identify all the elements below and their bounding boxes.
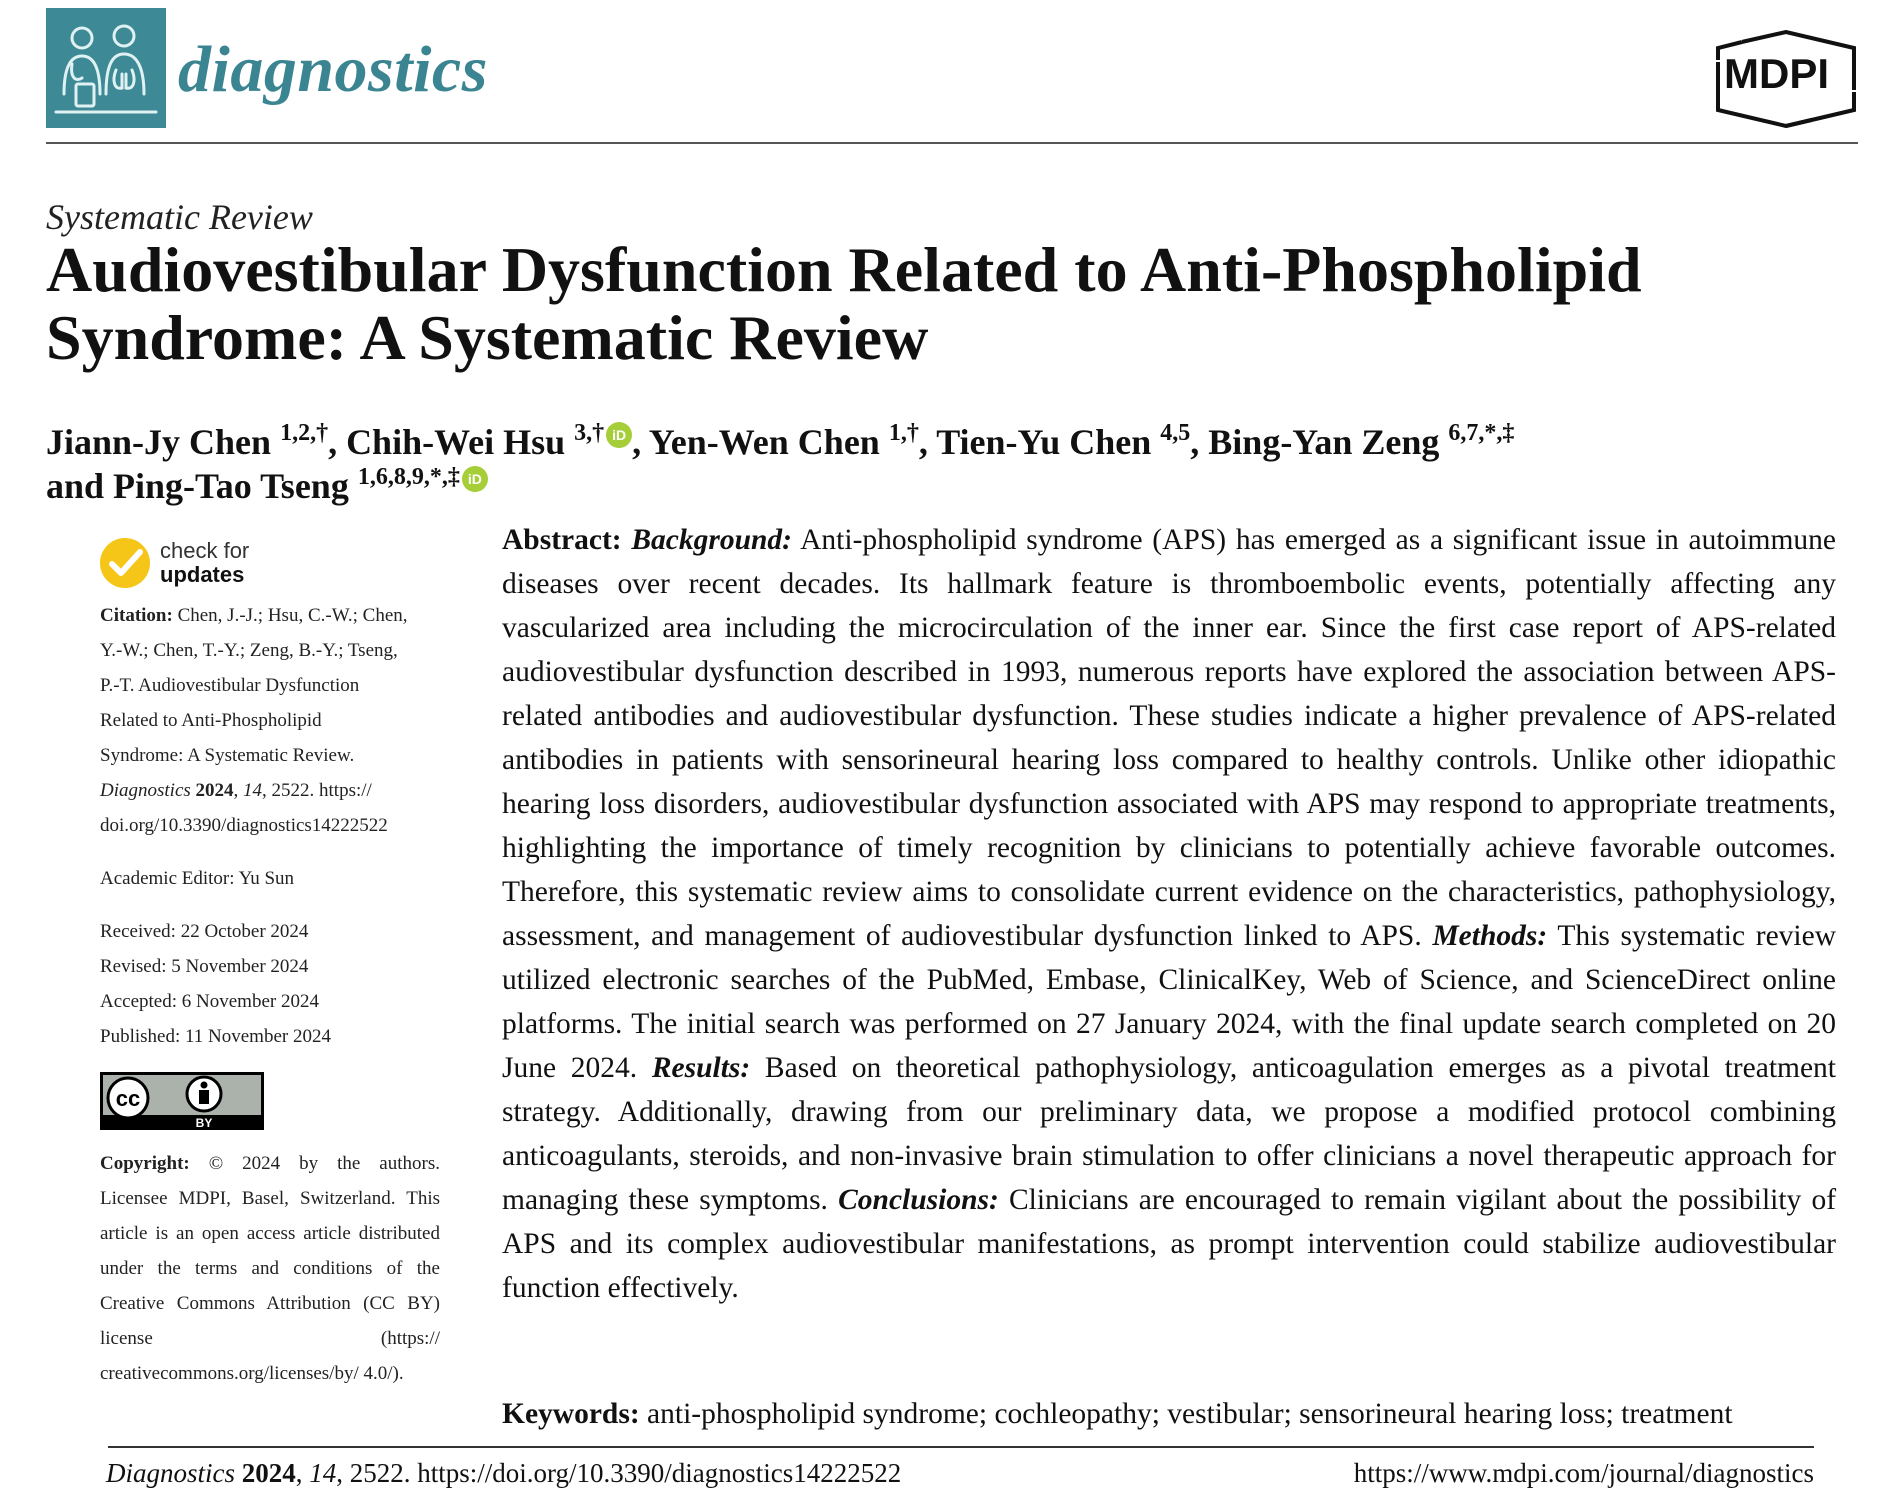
updates-label: updates (160, 562, 245, 587)
keywords-label: Keywords: (502, 1398, 640, 1430)
results-label: Results: (651, 1052, 751, 1084)
svg-text:BY: BY (195, 1116, 213, 1130)
citation-text: Chen, J.-J.; Hsu, C.-W.; Chen, (177, 605, 408, 626)
publication-dates (100, 914, 440, 1054)
copyright-notice (100, 1146, 440, 1391)
article-title: Audiovestibular Dysfunction Related to Anti-Phospholipid Syndrome: A Systematic Review (46, 234, 1642, 373)
copyright-text: © 2024 by the authors. Licensee MDPI, Basel, Switzerland. This article is an open access article distributed under the terms and conditions of the Creative Commons Attribution (CC BY) license (https:// creativecommons.org/licenses/by/ 4.0/). (100, 1153, 440, 1384)
doctors-lungs-icon (46, 8, 166, 128)
keywords (502, 1392, 1862, 1436)
mdpi-logo[interactable] (1712, 30, 1860, 128)
citation-block: Citation: Chen, J.-J.; Hsu, C.-W.; Chen, Y.-W.; Chen, T.-Y.; Zeng, B.-Y.; Tseng, P.-T. Audiovestibular Dysfunction Related to Anti-Phospholipid Syndrome: A Systematic Review. Diagnostics 2024, 14, 2522. https:// doi.org/10.3390/diagnostics14222522 (100, 598, 440, 843)
citation-article-number: 2522 (271, 780, 310, 801)
orcid-icon[interactable]: iD (606, 422, 632, 448)
conclusions-text: Clinicians are encouraged to remain vigilant about the possibility of APS and its complex audiovestibular manifestations, as prompt intervention could stabilize audiovestibular function effectively. (502, 1184, 1837, 1304)
citation-text: Y.-W.; Chen, T.-Y.; Zeng, B.-Y.; Tseng, (100, 640, 398, 661)
journal-name: diagnostics (178, 33, 488, 106)
methods-text: This systematic review utilized electronic searches of the PubMed, Embase, ClinicalKey, Web of Science, and ScienceDirect online platforms. The initial search was performed on 27 January 2024, with the final update search completed on 20 June 2024. (502, 920, 1837, 1084)
mdpi-text: MDPI (1724, 50, 1829, 97)
citation-volume: 14 (243, 780, 263, 801)
citation-year: 2024 (195, 780, 234, 801)
citation-journal: Diagnostics (100, 780, 191, 801)
methods-label: Methods: (1432, 920, 1548, 952)
check-for-updates-button[interactable] (100, 538, 440, 588)
received-date: Received: 22 October 2024 (100, 921, 309, 942)
citation-text: Syndrome: A Systematic Review. (100, 745, 355, 766)
abstract-label: Abstract: (502, 524, 622, 556)
footer-journal-url[interactable]: https://www.mdpi.com/journal/diagnostics (1353, 1458, 1814, 1488)
keywords-text: anti-phospholipid syndrome; cochleopathy; vestibular; sensorineural hearing loss; treatment (647, 1398, 1733, 1430)
cc-by-license-badge[interactable] (100, 1072, 264, 1130)
sidebar (100, 538, 440, 1391)
citation-text: P.-T. Audiovestibular Dysfunction (100, 675, 360, 696)
citation-text: Related to Anti-Phospholipid (100, 710, 322, 731)
conclusions-label: Conclusions: (838, 1184, 999, 1216)
svg-text:cc: cc (115, 1086, 141, 1111)
copyright-label: Copyright: (100, 1153, 190, 1174)
author[interactable]: and Ping-Tao Tseng $^{1,6,8,9,*,\ddagger}$ iD (46, 466, 488, 506)
footer-divider (108, 1446, 1814, 1448)
cc-icon (108, 1078, 148, 1118)
citation-doi-link[interactable]: https:// (319, 780, 372, 801)
orcid-icon[interactable]: iD (462, 466, 488, 492)
footer-volume: 14 (309, 1458, 337, 1488)
published-date: Published: 11 November 2024 (100, 1026, 331, 1047)
footer-journal: Diagnostics (106, 1458, 236, 1488)
academic-editor: Academic Editor: Yu Sun (100, 868, 295, 889)
background-label: Background: (631, 524, 792, 556)
author[interactable]: Jiann-Jy Chen $^{1,2,\dagger}$ (46, 420, 329, 462)
author[interactable]: Chih-Wei Hsu $^{3,\dagger}$ iD (346, 422, 632, 462)
author[interactable]: Tien-Yu Chen $^{4,5}$ (936, 420, 1191, 462)
author[interactable]: Yen-Wen Chen $^{1,\dagger}$ (648, 420, 919, 462)
citation-label: Citation: (100, 605, 173, 626)
attribution-icon (187, 1077, 221, 1111)
footer-year: 2024 (241, 1458, 296, 1488)
author[interactable]: Bing-Yan Zeng $^{6,7,*,\ddagger}$ (1208, 420, 1515, 462)
author-list: Jiann-Jy Chen $^{1,2,\dagger}$, Chih-Wei Hsu $^{3,\dagger}$ iD , Yen-Wen Chen $^{1,\dagger}$, Tien-Yu Chen $^{4,5}$, Bing-Yan Zeng $^{6,7,*,\ddagger}$ and Ping-Tao Tseng $^{1,6,8,9,*,\ddagger}$ iD (46, 420, 1515, 506)
revised-date: Revised: 5 November 2024 (100, 956, 309, 977)
abstract (502, 518, 1836, 1310)
footer-doi[interactable]: , 2522. https://doi.org/10.3390/diagnostics14222522 (336, 1458, 902, 1488)
footer-citation[interactable]: Diagnostics 2024, 14, 2522. https://doi.org/10.3390/diagnostics14222522 (106, 1458, 902, 1488)
checkmark-icon (100, 538, 150, 588)
journal-logo[interactable] (46, 8, 166, 128)
header-divider (46, 142, 1858, 144)
check-for-label: check for (160, 538, 250, 563)
background-text: Anti-phospholipid syndrome (APS) has emerged as a significant issue in autoimmune diseases over recent decades. Its hallmark feature is thromboembolic events, potentially affecting any vascularized area including the microcirculation of the inner ear. Since the first case report of APS-related audiovestibular dysfunction described in 1993, numerous reports have explored the association between APS-related antibodies and audiovestibular dysfunction. These studies indicate a higher prevalence of APS-related antibodies in patients with sensorineural hearing loss compared to healthy controls. Unlike other idiopathic hearing loss disorders, audiovestibular dysfunction associated with APS may respond to appropriate treatments, highlighting the importance of timely recognition by clinicians to potentially achieve favorable outcomes. Therefore, this systematic review aims to consolidate current evidence on the characteristics, pathophysiology, assessment, and management of audiovestibular dysfunction linked to APS. (502, 524, 1836, 952)
article-type: Systematic Review (46, 197, 313, 237)
results-text: Based on theoretical pathophysiology, anticoagulation emerges as a pivotal treatment strategy. Additionally, drawing from our preliminary data, we propose a modified protocol combining anticoagulants, steroids, and non-invasive brain stimulation to offer clinicians a novel therapeutic approach for managing these symptoms. (502, 1052, 1837, 1216)
citation-doi-link[interactable]: doi.org/10.3390/diagnostics14222522 (100, 815, 388, 836)
accepted-date: Accepted: 6 November 2024 (100, 991, 319, 1012)
